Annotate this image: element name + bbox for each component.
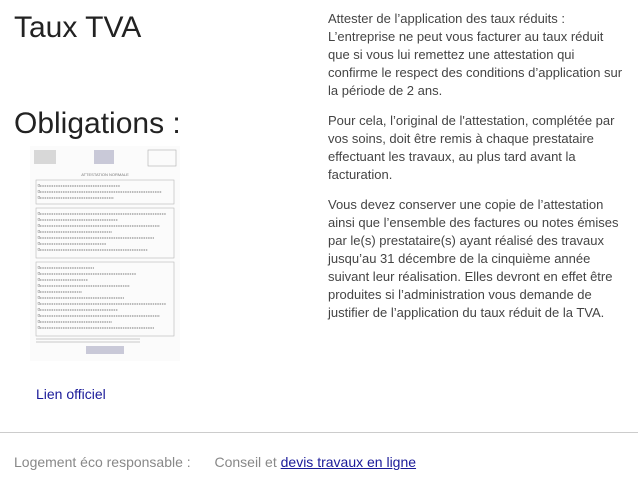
- form-checkbox: [38, 273, 40, 275]
- form-checkbox: [38, 297, 40, 299]
- form-checkbox: [38, 303, 40, 305]
- form-checkbox: [38, 267, 40, 269]
- explanation-text: [328, 10, 623, 334]
- footer-conseil: Conseil et: [214, 454, 277, 470]
- form-checkbox: [38, 197, 40, 199]
- form-heading: ATTESTATION NORMALE: [81, 172, 129, 177]
- form-checkbox: [38, 309, 40, 311]
- official-link[interactable]: Lien officiel: [36, 386, 106, 402]
- form-checkbox: [38, 285, 40, 287]
- devis-link[interactable]: devis travaux en ligne: [280, 454, 417, 470]
- form-checkbox: [38, 213, 40, 215]
- ministere-logo: [94, 150, 114, 164]
- footer-divider: [0, 432, 638, 433]
- footer-label: Logement éco responsable :: [14, 454, 191, 470]
- form-checkbox: [38, 249, 40, 251]
- form-checkbox: [38, 191, 40, 193]
- form-checkbox: [38, 237, 40, 239]
- paragraph-attestation: Attester de l’application des taux réduits : L’entreprise ne peut vous facturer au taux réduit que si vous lui remettez une attestation qui confirme le respect des conditions d’application sur la période de 2 ans.: [328, 11, 623, 98]
- paragraph-original: Pour cela, l’original de l'attestation, complétée par vos soins, doit être remis à chaque prestataire effectuant les travaux, au plus tard avant la facturation.: [328, 113, 615, 182]
- attestation-form-image: [30, 146, 180, 361]
- form-checkbox: [38, 321, 40, 323]
- form-checkbox: [38, 243, 40, 245]
- form-checkbox: [38, 225, 40, 227]
- republique-logo: [34, 150, 56, 164]
- slide-subtitle: Obligations :: [14, 107, 181, 140]
- form-checkbox: [38, 279, 40, 281]
- form-checkbox: [38, 315, 40, 317]
- form-checkbox: [38, 291, 40, 293]
- form-checkbox: [38, 219, 40, 221]
- attestation-form-drawing: [30, 146, 180, 361]
- footer: [14, 454, 416, 470]
- form-checkbox: [38, 231, 40, 233]
- form-lines: [36, 180, 174, 342]
- form-checkbox: [38, 327, 40, 329]
- form-checkbox: [38, 185, 40, 187]
- paragraph-conservation: Vous devez conserver une copie de l’attestation ainsi que l’ensemble des factures ou notes émises par le(s) prestataire(s) ayant réalisé des travaux jusqu’au 31 décembre de la cinquième année suivant leur réalisation. Elles devront en effet être produites si l’administration vous demande de justifier de l’application du taux réduit de la TVA.: [328, 197, 619, 320]
- slide-title: Taux TVA: [14, 11, 142, 44]
- cerfa-box: [148, 150, 176, 166]
- form-section-3: [36, 262, 174, 336]
- ministry-footer-logo: [86, 346, 124, 354]
